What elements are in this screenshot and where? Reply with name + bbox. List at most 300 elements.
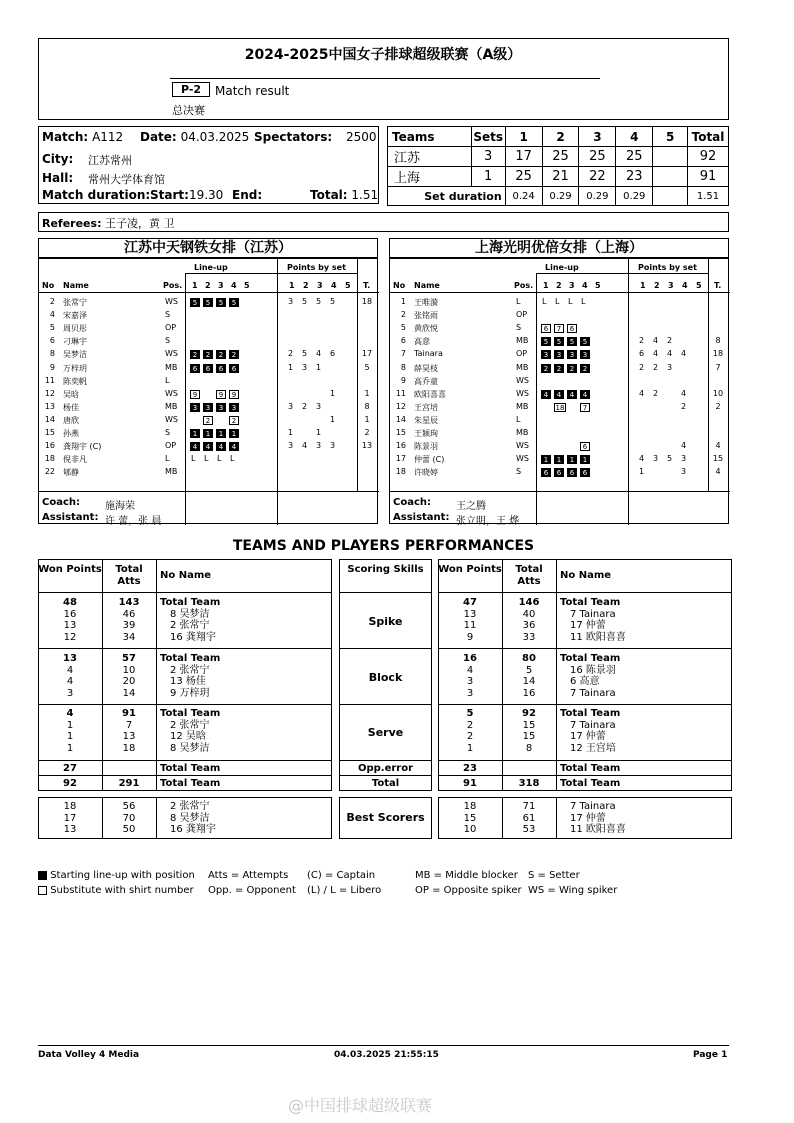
lineup-header: Line-up: [545, 263, 579, 272]
won-points-value: 4: [466, 664, 474, 676]
player-no: 18: [44, 454, 55, 464]
player-entry: 2 张常宁: [170, 719, 210, 731]
header-rule: [390, 292, 730, 293]
player-name: 刁琳宇: [63, 337, 87, 347]
won-points-value: 47: [463, 597, 477, 608]
atts-value: 33: [522, 631, 536, 643]
dur-s1: 0.24: [505, 187, 542, 206]
lineup-start-box: 5: [554, 337, 564, 346]
player-no: 9: [49, 362, 55, 372]
player-pos: MB: [165, 467, 178, 477]
player-total: 18: [712, 349, 724, 359]
player-name: 周贝彤: [63, 324, 87, 334]
legend-col3: [307, 868, 381, 898]
pps-set-3: 3: [317, 281, 323, 290]
lineup-start-box: 4: [216, 442, 226, 451]
score-sets-b: 1: [471, 167, 505, 187]
total-label: Total:: [310, 188, 348, 202]
set-points: 1: [288, 362, 294, 372]
player-name: 高意: [414, 337, 430, 347]
lineup-start-box: 5: [216, 298, 226, 307]
lineup-start-box: 2: [190, 350, 200, 359]
opp-error-a-text: Total Team: [160, 763, 221, 774]
lineup-start-box: 3: [554, 350, 564, 359]
total-row: [310, 188, 378, 202]
atts-value: 40: [522, 608, 536, 620]
player-pos: S: [516, 467, 522, 477]
lineup-start-box: 3: [229, 403, 239, 412]
lineup-start-box: 6: [216, 364, 226, 373]
player-total: 13: [361, 441, 373, 451]
lineup-start-box: 5: [190, 298, 200, 307]
score-team-b: 上海: [388, 167, 472, 187]
col-name: Name: [63, 281, 89, 290]
lineup-start-box: 1: [567, 455, 577, 464]
scoreboard-header-row: [388, 127, 729, 147]
player-name: 倪非凡: [63, 455, 87, 465]
match-no: A112: [92, 130, 124, 144]
lineup-start-box: 4: [203, 442, 213, 451]
score-s4-b: 23: [616, 167, 653, 187]
lineup-start-box: 5: [541, 337, 551, 346]
opp-error-b-text: Total Team: [560, 763, 621, 774]
duration-label: Match duration:: [42, 188, 151, 202]
watermark: @中国排球超级联赛: [288, 1096, 433, 1115]
pps-set-5: 5: [696, 281, 702, 290]
lineup-sub-box: 6: [580, 442, 590, 451]
player-entry: Total Team: [560, 653, 621, 664]
lineup-start-box: 5: [203, 298, 213, 307]
set-points: 1: [316, 428, 322, 437]
legend-op: OP = Opposite spiker: [415, 885, 522, 896]
subheader-rule: [536, 273, 708, 274]
hdr-set4: 4: [616, 127, 653, 147]
points-by-set-header: Points by set: [638, 263, 697, 272]
player-name: 张铭雨: [414, 311, 438, 321]
lineup-start-box: 6: [554, 468, 564, 477]
total-divider: [708, 259, 709, 491]
atts-value: 5: [525, 664, 533, 676]
player-total: 17: [361, 349, 373, 359]
won-points-value: 12: [63, 631, 77, 643]
player-no: 2: [49, 297, 55, 306]
team-b-name: 上海光明优倍女排（上海）: [389, 238, 729, 258]
lineup-start-box: 5: [229, 298, 239, 307]
score-total-b: 91: [688, 167, 729, 187]
player-total: 8: [364, 401, 370, 411]
best-atts: 53: [522, 824, 536, 835]
assistant-names: 张立明，王 烨: [456, 516, 520, 527]
match-label: Match:: [42, 130, 89, 144]
won-points-value: 1: [66, 742, 74, 754]
score-s2-b: 21: [542, 167, 579, 187]
set-points: 5: [302, 297, 308, 306]
player-total: 2: [715, 401, 721, 411]
team-a-name: 江苏中天钢铁女排（江苏）: [38, 238, 378, 258]
set-points: 6: [330, 349, 336, 359]
pps-set-4: 4: [331, 281, 337, 290]
player-name: 万梓玥: [63, 363, 87, 373]
player-pos: L: [165, 375, 170, 385]
skill-rule: [339, 648, 432, 649]
lineup-start-box: 5: [567, 337, 577, 346]
player-pos: L: [165, 454, 170, 464]
legend-ws: WS = Wing spiker: [528, 885, 618, 896]
player-no: 15: [395, 428, 406, 437]
coach-name: 施海荣: [105, 501, 135, 512]
lineup-start-box: 4: [554, 390, 564, 399]
legend-col5: [528, 868, 617, 898]
skill-rule: [339, 704, 432, 705]
lineup-start-box: 1: [580, 455, 590, 464]
won-points-value: 4: [66, 708, 74, 719]
set-points: 1: [288, 428, 294, 437]
best-col-divider: [556, 797, 557, 839]
lineup-libero: L: [191, 454, 196, 464]
player-entry: 16 龚翔宇: [170, 631, 216, 643]
player-pos: S: [165, 336, 171, 346]
lineup-sub-box: 2: [229, 416, 239, 425]
set-points: 3: [681, 454, 687, 464]
lineup-start-box: 4: [541, 390, 551, 399]
lineup-start-box: 3: [190, 403, 200, 412]
player-entry: 2 张常宁: [170, 620, 210, 631]
perf-col-divider: [556, 559, 557, 791]
set-points: 3: [288, 401, 294, 411]
player-total: 4: [715, 441, 721, 451]
perf-col-divider: [156, 559, 157, 791]
best-atts: 71: [522, 801, 536, 812]
legend-sub: [38, 883, 195, 898]
legend-sub-text: Substitute with shirt number: [50, 885, 194, 896]
set-points: 1: [330, 414, 336, 424]
assistant-label: Assistant:: [393, 512, 450, 523]
set-points: 4: [653, 336, 659, 346]
lineup-set-3: 3: [218, 281, 224, 290]
best-scorers-label: Best Scorers: [346, 811, 425, 824]
hdr-total: Total: [688, 127, 729, 147]
col-no: No: [42, 281, 55, 290]
col-name: Name: [414, 281, 440, 290]
hdr-sets: Sets: [471, 127, 505, 147]
best-points: 15: [463, 812, 477, 824]
referees-row: [42, 215, 174, 231]
player-no: 12: [395, 401, 406, 411]
total-atts-header: Total Atts: [515, 564, 543, 587]
legend-opp: Opp. = Opponent: [208, 885, 296, 896]
pps-set-2: 2: [654, 281, 660, 290]
player-name: 宋嘉泽: [63, 311, 87, 321]
player-entry: 8 吴梦洁: [170, 742, 210, 754]
total-won-a: 92: [63, 778, 77, 789]
skill-rule: [438, 775, 732, 776]
lineup-start-box: 1: [216, 429, 226, 438]
player-total: 1: [364, 388, 370, 398]
best-atts: 50: [122, 824, 136, 835]
player-entry: 7 Tainara: [570, 608, 616, 620]
set-points: 3: [316, 441, 322, 451]
player-name: 吴晗: [63, 389, 79, 399]
player-name: 薛昊枝: [414, 363, 438, 373]
won-points-value: 13: [63, 653, 77, 664]
subheader-rule: [185, 273, 357, 274]
set-points: 5: [330, 297, 336, 306]
player-name: 郇静: [63, 468, 79, 478]
coach-name: 王之腾: [456, 501, 486, 512]
assistant-label: Assistant:: [42, 512, 99, 523]
lineup-start-box: 6: [541, 468, 551, 477]
lineup-header: Line-up: [194, 263, 228, 272]
set-points: 2: [667, 336, 673, 346]
legend-libero: (L) / L = Libero: [307, 885, 382, 896]
player-total: 5: [364, 362, 370, 372]
best-player: 8 吴梦洁: [170, 812, 210, 824]
lineup-start-box: 6: [567, 468, 577, 477]
best-atts: 61: [522, 812, 536, 824]
best-player: 7 Tainara: [570, 801, 616, 812]
atts-value: 143: [118, 597, 140, 608]
roster-team-b: [389, 258, 729, 527]
hall-value: 常州大学体育馆: [88, 173, 165, 186]
set-points: 4: [681, 388, 687, 398]
legend-atts: Atts = Attempts: [208, 870, 289, 881]
legend-col4: [415, 868, 522, 898]
lineup-libero: L: [217, 454, 222, 464]
points-divider: [628, 259, 629, 525]
skill-name: Spike: [368, 615, 403, 628]
pps-set-1: 1: [640, 281, 646, 290]
won-points-value: 3: [466, 676, 474, 687]
spectators-label: Spectators:: [254, 130, 333, 144]
lineup-sub-box: 6: [567, 324, 577, 333]
player-name: 王宫培: [414, 402, 438, 412]
lineup-set-3: 3: [569, 281, 575, 290]
set-points: 4: [681, 441, 687, 451]
hdr-set3: 3: [579, 127, 616, 147]
best-player: 2 张常宁: [170, 801, 210, 812]
player-name: 杨佳: [63, 402, 79, 412]
player-no: 6: [49, 336, 55, 346]
coach-label: Coach:: [393, 497, 432, 508]
lineup-start-box: 2: [567, 364, 577, 373]
player-entry: 8 吴梦洁: [170, 608, 210, 620]
won-points-value: 1: [466, 742, 474, 754]
player-pos: MB: [516, 428, 529, 437]
player-no: 14: [44, 414, 55, 424]
set-points: 2: [681, 401, 687, 411]
player-entry: 6 高意: [570, 676, 600, 687]
score-row-team-a: [388, 147, 729, 167]
set-points: 4: [639, 454, 645, 464]
total-atts-a: 291: [118, 778, 140, 789]
skill-rule: [339, 760, 432, 761]
atts-value: 91: [122, 708, 136, 719]
player-entry: Total Team: [160, 708, 221, 719]
lineup-start-box: 5: [580, 337, 590, 346]
lineup-sub-box: 9: [190, 390, 200, 399]
won-points-value: 1: [66, 719, 74, 731]
won-points-value: 4: [66, 664, 74, 676]
player-name: 王唯漪: [414, 298, 438, 307]
player-no: 13: [44, 401, 55, 411]
score-team-a: 江苏: [388, 147, 472, 167]
atts-value: 7: [125, 719, 133, 731]
set-points: 2: [639, 362, 645, 372]
player-no: 9: [400, 375, 406, 385]
points-by-set-header: Points by set: [287, 263, 346, 272]
player-no: 16: [395, 441, 406, 451]
stage: 总决赛: [172, 104, 205, 117]
opp-error-label: Opp.error: [357, 763, 414, 774]
match-row: [42, 130, 123, 144]
won-points-value: 3: [66, 687, 74, 699]
player-no: 14: [395, 414, 406, 424]
lineup-start-box: 6: [580, 468, 590, 477]
set-points: 3: [330, 441, 336, 451]
header-rule: [39, 292, 379, 293]
player-entry: Total Team: [160, 597, 221, 608]
player-no: 4: [49, 310, 55, 320]
player-pos: OP: [165, 441, 177, 451]
won-points-value: 11: [463, 620, 477, 631]
total-atts-header: Total Atts: [115, 564, 143, 587]
start-row: [150, 188, 223, 202]
start-label: Start:: [150, 188, 189, 202]
best-points: 18: [463, 801, 477, 812]
player-name: 仲蕾 (C): [414, 455, 445, 465]
skill-rule: [38, 775, 332, 776]
atts-value: 16: [522, 687, 536, 699]
lineup-start-box: 4: [567, 390, 577, 399]
end-label: End:: [232, 188, 263, 202]
player-no: 1: [400, 297, 406, 306]
player-pos: WS: [165, 297, 178, 306]
pps-set-3: 3: [668, 281, 674, 290]
page-title: 2024-2025中国女子排球超级联赛（A级）: [244, 47, 522, 63]
player-entry: 13 杨佳: [170, 676, 206, 687]
lineup-set-5: 5: [595, 281, 601, 290]
empty-square-icon: [38, 886, 47, 895]
dur-s4: 0.29: [616, 187, 653, 206]
player-no: 2: [400, 310, 406, 320]
player-total: 18: [361, 297, 373, 306]
player-entry: Total Team: [160, 653, 221, 664]
lineup-start-box: 1: [203, 429, 213, 438]
skill-name: Block: [368, 671, 403, 684]
player-entry: 11 欧阳喜喜: [570, 631, 626, 643]
date-label: Date:: [140, 130, 177, 144]
lineup-sub-box: 2: [203, 416, 213, 425]
set-points: 5: [667, 454, 673, 464]
player-pos: OP: [516, 349, 528, 359]
player-no: 11: [395, 388, 406, 398]
score-s4-a: 25: [616, 147, 653, 167]
lineup-libero: L: [542, 297, 547, 306]
lineup-start-box: 4: [580, 390, 590, 399]
player-name: 张常宁: [63, 298, 87, 307]
won-points-value: 2: [466, 731, 474, 742]
lineup-start-box: 6: [229, 364, 239, 373]
no-name-header: No Name: [160, 570, 212, 581]
won-points-value: 4: [66, 676, 74, 687]
col-t: T.: [714, 281, 722, 290]
lineup-start-box: 2: [541, 364, 551, 373]
atts-value: 13: [122, 731, 136, 742]
opp-error-b: 23: [463, 763, 477, 774]
set-points: 3: [316, 401, 322, 411]
skill-rule: [38, 704, 332, 705]
best-points: 17: [63, 812, 77, 824]
atts-value: 8: [525, 742, 533, 754]
best-points: 10: [463, 824, 477, 835]
doc-code: P-2: [172, 82, 210, 97]
player-pos: L: [516, 414, 521, 424]
player-no: 18: [395, 467, 406, 477]
lineup-set-5: 5: [244, 281, 250, 290]
legend-col1: [38, 868, 195, 898]
won-points-value: 5: [466, 708, 474, 719]
footer-center: 04.03.2025 21:55:15: [334, 1050, 439, 1060]
spectators-value: 2500: [346, 130, 377, 144]
player-pos: WS: [165, 388, 178, 398]
performance-title: TEAMS AND PLAYERS PERFORMANCES: [232, 538, 535, 554]
lineup-start-box: 2: [554, 364, 564, 373]
lineup-set-2: 2: [205, 281, 211, 290]
atts-value: 15: [522, 719, 536, 731]
player-name: 龚翔宇 (C): [63, 442, 102, 452]
player-name: 高乔童: [414, 376, 438, 386]
player-no: 17: [395, 454, 406, 464]
atts-value: 20: [122, 676, 136, 687]
scoring-skills-header: Scoring Skills: [347, 564, 424, 575]
lineup-start-box: 1: [541, 455, 551, 464]
set-points: 6: [639, 349, 645, 359]
atts-value: 39: [122, 620, 136, 631]
player-entry: 16 陈景羽: [570, 664, 616, 676]
date-value: 04.03.2025: [180, 130, 250, 144]
player-total: 2: [364, 428, 370, 437]
score-s3-a: 25: [579, 147, 616, 167]
set-points: 4: [639, 388, 645, 398]
set-points: 3: [653, 454, 659, 464]
lineup-set-2: 2: [556, 281, 562, 290]
score-row-team-b: [388, 167, 729, 187]
start-value: 19.30: [188, 188, 224, 202]
best-player: 11 欧阳喜喜: [570, 824, 626, 835]
lineup-divider: [536, 273, 537, 525]
set-points: 2: [653, 388, 659, 398]
player-pos: WS: [165, 349, 178, 359]
atts-value: 57: [122, 653, 136, 664]
set-points: 3: [681, 467, 687, 477]
lineup-start-box: 6: [203, 364, 213, 373]
atts-value: 80: [522, 653, 536, 664]
coach-rule: [390, 491, 730, 492]
hdr-teams: Teams: [388, 127, 472, 147]
atts-value: 146: [518, 597, 540, 608]
player-pos: S: [516, 323, 522, 333]
player-entry: Total Team: [560, 597, 621, 608]
atts-value: 46: [122, 608, 136, 620]
lineup-start-box: 6: [190, 364, 200, 373]
lineup-start-box: 3: [541, 350, 551, 359]
scoreboard-table: [387, 126, 729, 206]
footer-rule: [38, 1045, 729, 1046]
best-points: 18: [63, 801, 77, 812]
score-s5-a: [653, 147, 688, 167]
legend-captain: (C) = Captain: [307, 870, 376, 881]
best-atts: 70: [122, 812, 136, 824]
